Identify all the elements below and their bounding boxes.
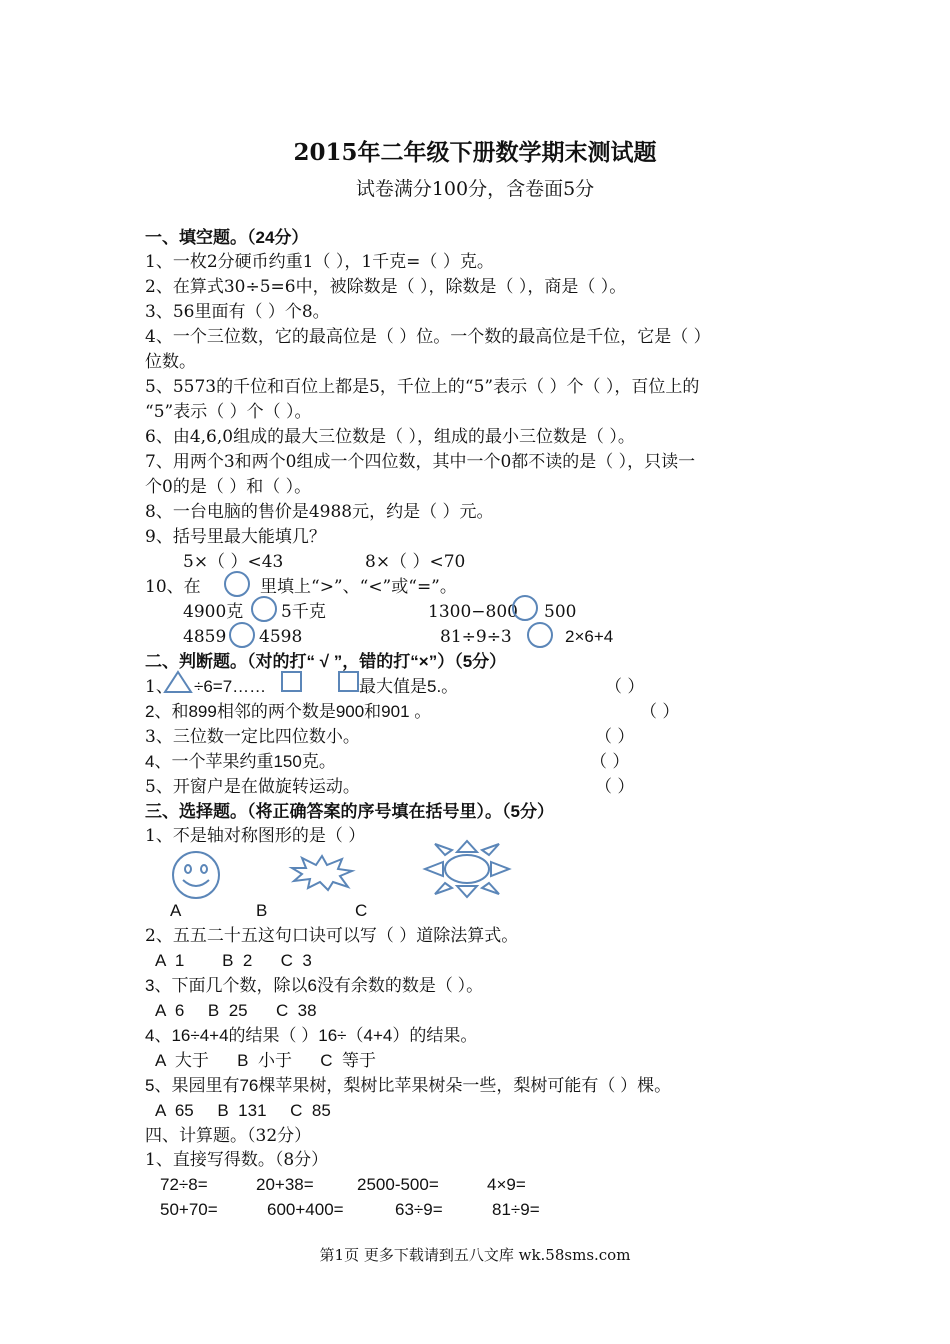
s3-q4: 4、16÷4+4的结果（ ）16÷（4+4）的结果。 <box>145 1026 478 1045</box>
s1-q10-r1b-left: 1300−800 <box>428 602 518 622</box>
calc-item: 2500-500= <box>357 1175 439 1194</box>
s1-q2: 2、在算式30÷5=6中，被除数是（ ），除数是（ ），商是（ ）。 <box>145 277 627 297</box>
s2-q1-bracket: （ ） <box>605 677 645 697</box>
s2-q1-prefix: 1、 <box>145 677 173 697</box>
calc-item: 63÷9= <box>395 1200 443 1219</box>
calc-item: 72÷8= <box>160 1175 208 1194</box>
s3-q5: 5、果园里有76棵苹果树，梨树比苹果树朵一些，梨树可能有（ ）棵。 <box>145 1076 672 1095</box>
calc-item: 81÷9= <box>492 1200 540 1219</box>
compare-circle-icon <box>229 622 257 650</box>
s3-q5-options: A 65 B 131 C 85 <box>155 1101 331 1120</box>
s1-q10-r2b-right: 2×6+4 <box>565 627 614 646</box>
s1-q5-line2: “5”表示（ ）个（ ）。 <box>145 402 312 422</box>
s1-q3: 3、56里面有（ ）个8。 <box>145 302 330 322</box>
calc-item: 50+70= <box>160 1200 218 1219</box>
section3-heading: 三、选择题。（将正确答案的序号填在括号里）。（5分） <box>145 802 554 821</box>
s1-q10-r1a-left: 4900克 <box>183 602 244 622</box>
s1-q8: 8、一台电脑的售价是4988元，约是（ ）元。 <box>145 502 494 522</box>
s2-q5: 5、开窗户是在做旋转运动。 <box>145 777 360 797</box>
s1-q10-prefix: 10、在 <box>145 577 201 597</box>
s2-q4: 4、一个苹果约重150克。 <box>145 752 336 771</box>
compare-circle-icon <box>224 571 252 599</box>
square-icon <box>338 671 360 693</box>
s1-q7-line2: 个0的是（ ）和（ ）。 <box>145 477 312 497</box>
s3-q2: 2、五五二十五这句口诀可以写（ ）道除法算式。 <box>145 926 519 946</box>
square-icon <box>281 671 303 693</box>
compare-circle-icon <box>512 595 540 623</box>
s1-q4-line2: 位数。 <box>145 352 196 372</box>
s1-q10-r2a-right: 4598 <box>259 627 303 647</box>
s2-q2: 2、和899相邻的两个数是900和901 。 <box>145 702 432 721</box>
s2-q1-suffix: 最大值是5.。 <box>359 677 459 696</box>
s2-q1-mid: ÷6=7…… <box>194 677 267 696</box>
calc-item: 4×9= <box>487 1175 526 1194</box>
s3-q1-label-b: B <box>256 901 268 920</box>
compare-circle-icon <box>251 596 279 624</box>
s4-q1: 1、直接写得数。（8分） <box>145 1150 329 1170</box>
s1-q1: 1、一枚2分硬币约重1（ ），1千克=（ ）克。 <box>145 252 494 272</box>
section2-heading: 二、判断题。（对的打“ √ ”，错的打“×”）（5分） <box>145 652 507 671</box>
s3-q1: 1、不是轴对称图形的是（ ） <box>145 826 366 846</box>
s1-q4-line1: 4、一个三位数，它的最高位是（ ）位。一个数的最高位是千位，它是（ ） <box>145 327 711 347</box>
s1-q5-line1: 5、5573的千位和百位上都是5，千位上的“5”表示（ ）个（ ），百位上的 <box>145 377 700 397</box>
page-title: 2015年二年级下册数学期末测试题 <box>293 139 657 166</box>
s3-q2-options: A 1 B 2 C 3 <box>155 951 312 970</box>
s2-q4-bracket: （ ） <box>590 752 630 772</box>
s1-q10-suffix: 里填上“>”、“<”或“=”。 <box>260 577 457 597</box>
s1-q9-a: 5×（ ）<43 <box>183 552 284 572</box>
page-footer: 第1页 更多下载请到五八文库 wk.58sms.com <box>319 1246 631 1264</box>
s2-q5-bracket: （ ） <box>595 777 635 797</box>
s3-q3-options: A 6 B 25 C 38 <box>155 1001 317 1020</box>
s1-q9-b: 8×（ ）<70 <box>365 552 466 572</box>
s1-q9: 9、括号里最大能填几？ <box>145 527 326 547</box>
explosion-star-icon <box>290 854 354 892</box>
s1-q7-line1: 7、用两个3和两个0组成一个四位数，其中一个0都不读的是（ ），只读一 <box>145 452 696 472</box>
compare-circle-icon <box>527 622 555 650</box>
s1-q6: 6、由4,6,0组成的最大三位数是（ ），组成的最小三位数是（ ）。 <box>145 427 635 447</box>
section1-heading: 一、填空题。（24分） <box>145 228 309 247</box>
s2-q2-bracket: （ ） <box>640 702 680 722</box>
s1-q10-r2b-left: 81÷9÷3 <box>440 627 512 647</box>
sun-icon <box>423 840 511 898</box>
s1-q10-r1b-right: 500 <box>544 602 577 622</box>
page-subtitle: 试卷满分100分，含卷面5分 <box>355 178 595 200</box>
s1-q10-r2a-left: 4859 <box>183 627 227 647</box>
s3-q1-label-a: A <box>170 901 182 920</box>
s3-q1-label-c: C <box>355 901 368 920</box>
s1-q10-r1a-right: 5千克 <box>281 602 326 622</box>
calc-item: 20+38= <box>256 1175 314 1194</box>
section4-heading: 四、计算题。（32分） <box>145 1126 312 1146</box>
s3-q4-options: A 大于 B 小于 C 等于 <box>155 1051 377 1070</box>
s2-q3: 3、三位数一定比四位数小。 <box>145 727 360 747</box>
calc-item: 600+400= <box>267 1200 344 1219</box>
s3-q3: 3、下面几个数，除以6没有余数的数是（ ）。 <box>145 976 484 995</box>
s2-q3-bracket: （ ） <box>595 727 635 747</box>
smiley-face-icon <box>170 850 224 900</box>
triangle-icon <box>163 670 193 694</box>
